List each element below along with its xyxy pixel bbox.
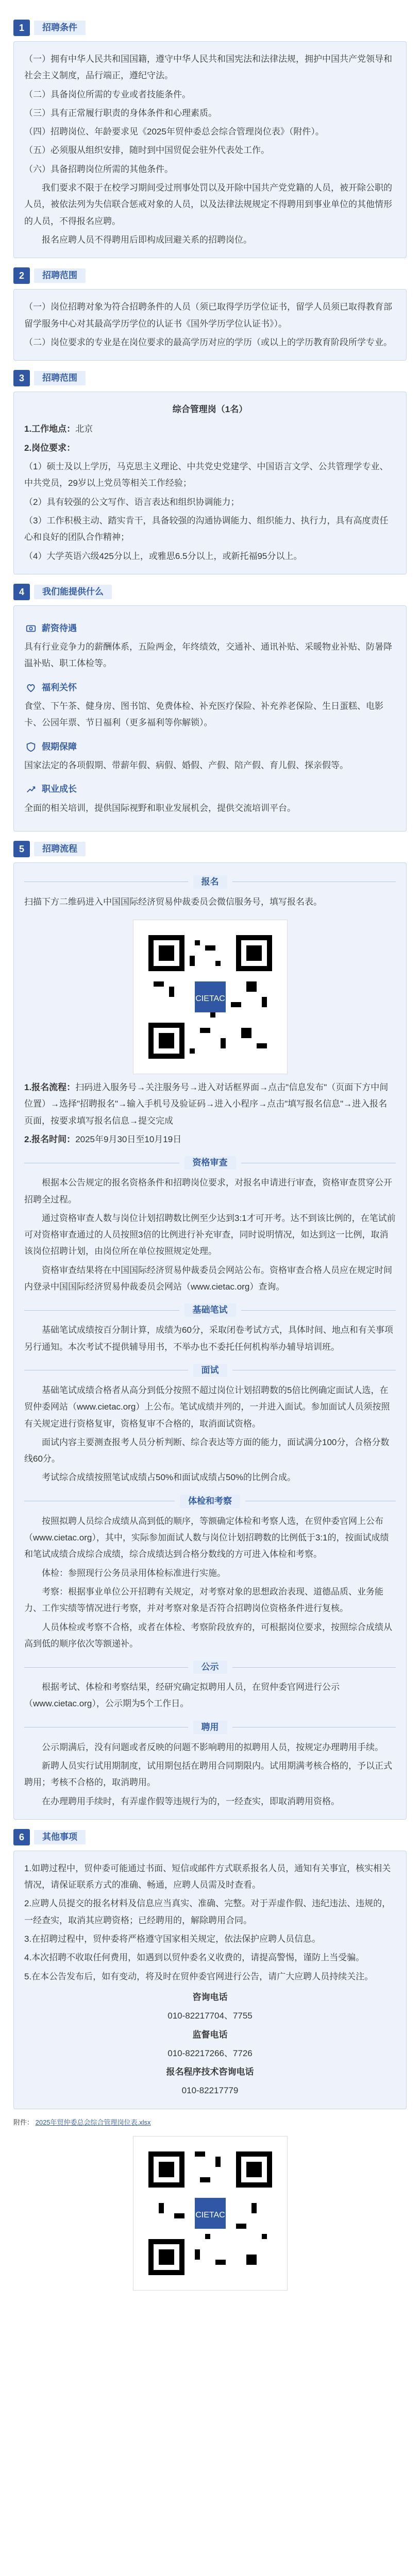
step-interview-label: 面试: [193, 1364, 227, 1377]
attachment: [13, 2116, 407, 2129]
register-method-label: 1.报名流程：: [24, 1082, 76, 1093]
s6-item-1: 2.应聘人员提交的报名材料及信息应当真实、准确、完整。对于弄虚作假、违纪违法、违规的，一经查实，取消其应聘资格；已经聘用的，解除聘用合同。: [24, 1899, 391, 1925]
step-publicity-title: [24, 1660, 396, 1674]
section-2-card: [13, 289, 407, 361]
benefit-salary-text: 具有行业竞争力的薪酬体系，五险两金，年终绩效，交通补、通讯补贴、采暖物业补贴、防暑降温补贴、职工体检等。: [24, 642, 392, 669]
benefit-vacation: [24, 739, 396, 774]
section-2-number: 2: [13, 267, 30, 284]
step-publicity-label: 公示: [193, 1660, 227, 1674]
benefit-growth-title: 职业成长: [42, 784, 77, 794]
section-5-header: [13, 841, 407, 857]
review-text-1: 根据本公告规定的报名资格条件和招聘岗位要求，对报名申请进行审查，资格审查贯穿公开招聘全过程。: [24, 1178, 392, 1205]
svg-text:CIETAC: CIETAC: [195, 2211, 225, 2220]
step-review-label: 资格审查: [184, 1156, 236, 1170]
s1-item-5: （六）具备招聘岗位所需的其他条件。: [24, 164, 173, 174]
step-hire-label: 聘用: [193, 1721, 227, 1734]
s1-item-7: 报名应聘人员不得聘用后即构成回避关系的招聘岗位。: [42, 234, 252, 245]
exam-text-4: 人员体检或考察不合格，或者在体检、考察阶段放弃的，可根据岗位要求，按照综合成绩从高到低的顺序依次等额递补。: [24, 1622, 392, 1649]
requirements-label: 2.岗位要求：: [24, 443, 76, 453]
section-4-header: [13, 584, 407, 600]
growth-icon: [24, 783, 38, 796]
section-2-title: 招聘范围: [34, 268, 86, 283]
section-3-number: 3: [13, 370, 30, 386]
section-4-number: 4: [13, 584, 30, 600]
step-exam-label: 体检和考察: [180, 1495, 240, 1508]
interview-text-3: 考试综合成绩按照笔试成绩占50%和面试成绩占50%的比例合成。: [42, 1472, 296, 1483]
benefit-welfare: [24, 680, 396, 732]
attachment-link[interactable]: 2025年贸仲委总会综合管理岗位表.xlsx: [35, 2118, 151, 2126]
publicity-text: 根据考试、体检和考察结果，经研究确定拟聘用人员，在贸仲委官网进行公示（www.cietac.org），公示期为5个工作日。: [24, 1682, 340, 1709]
s1-item-6: 我们要求不限于在校学习期间受过刑事处罚以及开除中国共产党党籍的人员，被开除公职的人员，被依法列为失信联合惩戒对象的人员，以及法律法规规定不得聘用到事业单位的其他情形的人员，不得报名应聘。: [24, 183, 392, 226]
hire-text-3: 在办理聘用手续时，有弄虚作假等违规行为的，一经查实，即取消聘用资格。: [42, 1796, 340, 1806]
supervise-label: 监督电话: [192, 2029, 228, 2040]
review-text-3: 资格审查结果将在中国国际经济贸易仲裁委员会网站公布。资格审查合格人员应在规定时间内登录中国国际经济贸易仲裁委员会网站（www.cietac.org）查询。: [24, 1265, 392, 1292]
written-text-1: 基础笔试成绩按百分制计算，成绩为60分，采取闭卷考试方式，具体时间、地点和有关事项另行通知。本次考试不提供辅导用书，不举办也不委托任何机构举办辅导培训班。: [24, 1325, 393, 1352]
benefit-vacation-head: [24, 739, 396, 755]
exam-text-1: 按照拟聘人员综合成绩从高到低的顺序，等额确定体检和考察人选，在贸仲委官网上公布（www.cietac.org），其中，实际参加面试人数与岗位计划招聘数的比例低于3:1的，按面试成绩和笔试成绩合成综合成绩，综合成绩达到合格分数线的方可进入体检和考察。: [24, 1516, 389, 1560]
tech-phone: 010-82217779: [181, 2086, 239, 2096]
interview-text-2: 面试内容主要测查报考人员分析判断、综合表达等方面的能力，面试满分100分，合格分数线60分。: [24, 1437, 390, 1464]
section-6-number: 6: [13, 1829, 30, 1845]
section-6-header: [13, 1829, 407, 1845]
s1-item-2: （三）具有正常履行职责的身体条件和心理素质。: [24, 108, 217, 118]
section-1-header: [13, 20, 407, 36]
benefit-growth-text: 全面的相关培训，提供国际视野和职业发展机会，提供交流培训平台。: [24, 803, 296, 813]
contacts: [24, 1989, 396, 2099]
benefit-welfare-text: 食堂、下午茶、健身房、图书馆、免费体检、补充医疗保险、补充养老保险、生日蛋糕、电影卡、公园年票、节日福利（更多福利等你解锁）。: [24, 701, 383, 728]
step-hire-title: [24, 1721, 396, 1734]
register-time: [24, 1131, 396, 1148]
register-intro: 扫描下方二维码进入中国国际经济贸易仲裁委员会微信服务号，填写报名表。: [24, 896, 322, 907]
benefit-growth-head: [24, 781, 396, 798]
step-interview: [24, 1364, 396, 1486]
section-4-title: 我们能提供什么: [34, 585, 112, 599]
exam-text-3: 考察：根据事业单位公开招聘有关规定，对考察对象的思想政治表现、道德品质、业务能力、工作实绩等情况进行考察，并对考察对象是否符合招聘岗位资格条件进行复核。: [24, 1586, 383, 1614]
benefit-salary: [24, 620, 396, 672]
benefit-welfare-title: 福利关怀: [42, 682, 77, 692]
step-written: [24, 1303, 396, 1355]
qr-code-icon: [143, 930, 277, 1064]
work-place: [24, 421, 396, 437]
supervise-phone: 010-82217266、7726: [167, 2048, 253, 2058]
register-method-text: 扫码进入服务号→关注服务号→进入对话框界面→点击"信息发布"（页面下方中间位置）→选择"招聘报名"→输入手机号及验证码→进入小程序→点击"填写报名信息"→进入报名页面，按要求填写报名信息→提交完成: [24, 1082, 389, 1126]
s1-item-4: （五）必须服从组织安排，随时到中国贸促会驻外代表处工作。: [24, 145, 270, 156]
bottom-qr-wrap: [13, 2136, 407, 2291]
section-1-number: 1: [13, 20, 30, 36]
bottom-qr-icon: [143, 2146, 277, 2280]
step-written-label: 基础笔试: [184, 1303, 236, 1317]
section-4-card: [13, 605, 407, 832]
step-review-title: [24, 1156, 396, 1170]
s2-item-0: （一）岗位招聘对象为符合招聘条件的人员（须已取得学历学位证书，留学人员须已取得教育部留学服务中心对其最高学历学位的认证书《国外学历学位认证书》）。: [24, 302, 392, 329]
register-time-label: 2.报名时间：: [24, 1134, 76, 1144]
step-interview-title: [24, 1364, 396, 1377]
hire-text-2: 新聘人员实行试用期制度，试用期包括在聘用合同期限内。试用期满考核合格的，予以正式聘用；考核不合格的，取消聘用。: [24, 1761, 392, 1788]
s6-item-0: 1.如聘过程中，贸仲委可能通过书面、短信或邮件方式联系报名人员，通知有关事宜，核实相关情况，请保证联系方式的准确、畅通，应聘人员需及时查看。: [24, 1863, 391, 1890]
s1-item-3: （四）招聘岗位、年龄要求见《2025年贸仲委总会综合管理岗位表》（附件）。: [24, 127, 324, 137]
section-1-card: [13, 41, 407, 258]
s6-item-2: 3.在招聘过程中，贸仲委将严格遵守国家相关规定，依法保护应聘人员信息。: [24, 1934, 321, 1944]
step-hire: [24, 1721, 396, 1810]
section-6-card: [13, 1851, 407, 2109]
hire-text-1: 公示期满后，没有问题或者反映的问题不影响聘用的拟聘用人员，按规定办理聘用手续。: [42, 1742, 383, 1752]
register-qr-code[interactable]: [133, 920, 288, 1074]
benefit-salary-head: [24, 620, 396, 637]
step-exam: [24, 1495, 396, 1652]
section-1-title: 招聘条件: [34, 21, 86, 35]
interview-text-1: 基础笔试成绩合格者从高分到低分按照不超过岗位计划招聘数的5倍比例确定面试人选，在贸仲委网站（www.cietac.org）上公布。笔试成绩并列的，一并进入面试。参加面试人员须按照有关规定进行资格复审，资格复审不合格的，取消面试资格。: [24, 1385, 390, 1429]
s3-item-1: （2）具有较强的公文写作、语言表达和组织协调能力；: [24, 497, 240, 507]
work-place-label: 1.工作地点：: [24, 424, 76, 434]
s1-item-1: （二）具备岗位所需的专业或者技能条件。: [24, 89, 191, 99]
salary-icon: [24, 622, 38, 635]
benefit-welfare-head: [24, 680, 396, 696]
exam-text-2: 体检：参照现行公务员录用体检标准进行实施。: [42, 1568, 226, 1578]
s1-item-0: （一）拥有中华人民共和国国籍，遵守中华人民共和国宪法和法律法规，拥护中国共产党领导和社会主义制度，品行端正，遵纪守法。: [24, 54, 392, 81]
benefit-salary-title: 薪资待遇: [42, 623, 77, 633]
section-3-header: [13, 370, 407, 386]
section-5-number: 5: [13, 841, 30, 857]
step-exam-title: [24, 1495, 396, 1508]
attachment-label: 附件：: [13, 2118, 34, 2126]
benefit-growth: [24, 781, 396, 817]
section-3-card: [13, 392, 407, 574]
consult-phone: 010-82217704、7755: [167, 2011, 253, 2021]
register-method: [24, 1079, 396, 1129]
review-text-2: 通过资格审查人数与岗位计划招聘数比例至少达到3:1才可开考。达不到该比例的，在笔试前可对资格审查通过的人员按照3倍的比例进行补充审查，同时说明情况，如达到这一比例，取消该岗位招聘计划，由岗位所在单位按照规定处理。: [24, 1213, 396, 1257]
consult-label: 咨询电话: [192, 1992, 228, 2002]
svg-text:CIETAC: CIETAC: [195, 994, 225, 1004]
step-written-title: [24, 1303, 396, 1317]
register-time-text: 2025年9月30日至10月19日: [75, 1134, 182, 1144]
section-3-title: 招聘范围: [34, 371, 86, 385]
s6-item-3: 4.本次招聘不收取任何费用，如遇到以贸仲委名义收费的，请提高警惕，谨防上当受骗。: [24, 1953, 365, 1963]
s3-item-3: （4）大学英语六级425分以上，或雅思6.5分以上，或新托福95分以上。: [24, 551, 303, 561]
shield-icon: [24, 740, 38, 754]
step-publicity: [24, 1660, 396, 1713]
step-register-label: 报名: [193, 875, 227, 889]
benefit-vacation-title: 假期保障: [42, 741, 77, 752]
s2-item-1: （二）岗位要求的专业是在岗位要求的最高学历对应的学历（或以上的学历教育阶段所学专业。: [24, 337, 392, 347]
benefit-vacation-text: 国家法定的各项假期、带薪年假、病假、婚假、产假、陪产假、育儿假、探亲假等。: [24, 760, 348, 770]
bottom-qr-code[interactable]: [133, 2136, 288, 2291]
section-2-header: [13, 267, 407, 284]
welfare-icon: [24, 681, 38, 694]
section-5-title: 招聘流程: [34, 842, 86, 856]
s3-item-0: （1）硕士及以上学历，马克思主义理论、中共党史党建学、中国语言文学、公共管理学专业、中共党员，29岁以上党员等相关工作经验；: [24, 462, 389, 488]
qr-wrap: [24, 920, 396, 1074]
s3-item-2: （3）工作积极主动、踏实肯干，具备较强的沟通协调能力、组织能力、执行力，具有高度责任心和良好的团队合作精神；: [24, 515, 389, 543]
step-review: [24, 1156, 396, 1295]
step-register-title: [24, 875, 396, 889]
s6-item-4: 5.在本公告发布后，如有变动，将及时在贸仲委官网进行公告，请广大应聘人员持续关注。: [24, 1971, 374, 1981]
section-6-title: 其他事项: [34, 1830, 86, 1844]
work-place-value: 北京: [75, 424, 93, 434]
section-5-card: [13, 862, 407, 1820]
tech-label: 报名程序技术咨询电话: [166, 2067, 254, 2077]
position-title: 综合管理岗（1名）: [172, 404, 248, 415]
